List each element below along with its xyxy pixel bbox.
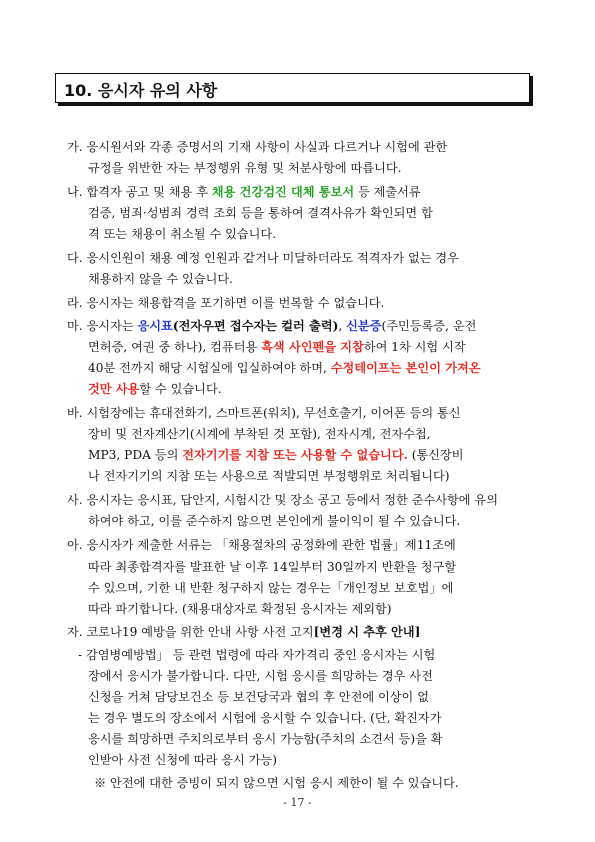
line-text: 아. 응시자가 제출한 서류는 「채용절차의 공정화에 관한 법률」제11조에 <box>67 538 456 552</box>
text-line <box>88 205 533 221</box>
text-line <box>67 537 533 553</box>
text-line <box>88 668 533 684</box>
text-line <box>88 160 533 176</box>
text-line <box>88 381 338 397</box>
section-title-box <box>55 73 530 103</box>
emphasis-text: 응시표 <box>137 319 173 333</box>
line-text: 바. 시험장에는 휴대전화기, 스마트폰(워치), 무선호출기, 이어폰 등의 통신 <box>67 406 461 420</box>
emphasis-text: 수정테이프는 본인이 가져온 <box>330 361 481 375</box>
line-text: 사. 응시자는 응시표, 답안지, 시험시간 및 장소 공고 등에서 정한 준수사항에 유의 <box>67 493 498 507</box>
line-text: 따라 파기합니다. (채용대상자로 확정된 응시자는 제외함) <box>88 602 392 616</box>
emphasis-text: 신분증 <box>346 319 382 333</box>
line-text: 수 있으며, 기한 내 반환 청구하지 않는 경우는「개인정보 보호법」에 <box>88 581 454 595</box>
line-text: 자. 코로나19 예방을 위한 안내 사항 사전 고지 <box>67 625 314 639</box>
line-text: 응시를 희망하면 주치의로부터 응시 가능함(주치의 소견서 등)을 확 <box>88 732 443 746</box>
line-text: 등 제출서류 <box>354 185 421 199</box>
text-line <box>67 405 533 421</box>
line-text: 할 수 있습니다. <box>139 382 222 396</box>
text-line <box>67 318 533 334</box>
text-line <box>88 271 338 287</box>
text-line <box>78 647 533 663</box>
section-title: 10. 응시자 유의 사항 <box>64 81 218 100</box>
line-text: 나. 합격자 공고 및 채용 후 <box>67 185 212 199</box>
text-line <box>88 513 508 529</box>
line-text: 규정을 위반한 자는 부정행위 유형 및 처분사항에 따릅니다. <box>88 161 402 175</box>
line-text: 신청을 거쳐 담당보건소 등 보건당국과 협의 후 안전에 이상이 없 <box>88 690 429 704</box>
line-text: 마. 응시자는 <box>67 319 138 333</box>
page-number: - 17 - <box>283 796 312 809</box>
line-text: - 감염병예방법」 등 관련 법령에 따라 자가격리 중인 응시자는 시험 <box>78 648 436 662</box>
line-text: 채용하지 않을 수 있습니다. <box>88 272 234 286</box>
emphasis-text: 전자기기를 지참 또는 사용할 수 없습니다. <box>182 448 408 462</box>
line-text: MP3, PDA 등의 <box>88 448 183 462</box>
text-line <box>88 360 533 376</box>
text-line <box>67 250 533 266</box>
emphasis-text: [변경 시 추후 안내] <box>313 625 421 639</box>
text-line <box>67 295 447 311</box>
text-line <box>67 492 533 508</box>
line-text: 장에서 응시가 불가합니다. 다만, 시험 응시를 희망하는 경우 사전 <box>88 669 433 683</box>
text-line <box>88 752 338 768</box>
text-line <box>88 559 533 575</box>
line-text: (통신장비 <box>407 448 464 462</box>
line-text: (주민등록증, 운전 <box>381 319 477 333</box>
emphasis-text: 채용 건강검진 대체 통보서 <box>211 185 355 199</box>
emphasis-text: 흑색 사인펜을 지참 <box>261 340 364 354</box>
line-text: 인받아 사전 신청에 따라 응시 가능) <box>88 753 277 767</box>
text-line <box>67 184 533 200</box>
text-line <box>88 339 533 355</box>
line-text: 나 전자기기의 지참 또는 사용으로 적발되면 부정행위로 처리됩니다) <box>88 469 450 483</box>
line-text: 가. 응시원서와 각종 증명서의 기재 사항이 사실과 다르거나 시험에 관한 <box>67 140 448 154</box>
text-line <box>88 226 338 242</box>
line-text: 하여야 하고, 이를 준수하지 않으면 본인에게 불이익이 될 수 있습니다. <box>88 514 461 528</box>
emphasis-text: 것만 사용 <box>88 382 140 396</box>
line-text: 따라 최종합격자를 발표한 날 이후 14일부터 30일까지 반환을 청구할 <box>88 560 457 574</box>
line-text: ※ 안전에 대한 증빙이 되지 않으면 시험 응시 제한이 될 수 있습니다. <box>94 776 459 790</box>
line-text: 는 경우 별도의 장소에서 시험에 응시할 수 있습니다. (단, 확진자가 <box>88 711 442 725</box>
line-text: 라. 응시자는 채용합격을 포기하면 이를 번복할 수 없습니다. <box>67 296 385 310</box>
text-line <box>94 775 514 791</box>
text-line <box>88 689 533 705</box>
text-line <box>88 580 533 596</box>
line-text: 면허증, 여권 중 하나), 컴퓨터용 <box>88 340 262 354</box>
text-line <box>88 426 533 442</box>
line-text: 다. 응시인원이 채용 예정 인원과 같거나 미달하더라도 적격자가 없는 경우 <box>67 251 459 265</box>
emphasis-text: (전자우편 접수자는 컬러 출력) <box>172 319 339 333</box>
text-line <box>88 601 408 617</box>
line-text: 격 또는 채용이 취소될 수 있습니다. <box>88 227 277 241</box>
text-line <box>67 624 507 640</box>
line-text: 장비 및 전자계산기(시계에 부착된 것 포함), 전자시계, 전자수첩, <box>88 427 431 441</box>
text-line <box>88 731 533 747</box>
text-line <box>88 468 508 484</box>
text-line <box>88 710 533 726</box>
line-text: , <box>338 319 347 333</box>
line-text: 40분 전까지 해당 시험실에 입실하여야 하며, <box>88 361 331 375</box>
text-line <box>88 447 533 463</box>
text-line <box>67 139 533 155</box>
line-text: 하여 1차 시험 시작 <box>363 340 466 354</box>
line-text: 검증, 범죄·성범죄 경력 조회 등을 통하여 결격사유가 확인되면 합 <box>88 206 433 220</box>
